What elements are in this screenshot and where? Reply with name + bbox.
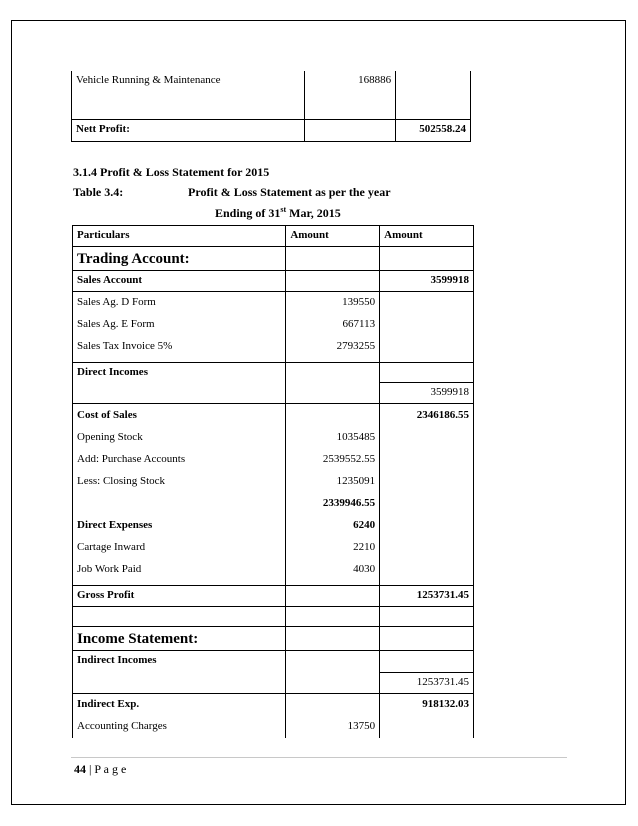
row-label: Vehicle Running & Maintenance <box>72 71 305 119</box>
cost-subtotal: 2339946.55 <box>322 497 376 509</box>
page-word: P a g e <box>94 762 127 776</box>
footer-separator: | <box>86 762 95 776</box>
table-row <box>72 119 471 141</box>
list-item: Job Work Paid <box>77 563 142 575</box>
empty-cell <box>73 607 286 627</box>
table-row <box>73 247 474 271</box>
empty-cell <box>286 247 380 271</box>
empty-cell <box>380 627 474 651</box>
spacer <box>290 409 375 431</box>
spacer <box>290 698 375 720</box>
empty-cell <box>380 247 474 271</box>
caption-superscript: st <box>280 205 287 214</box>
page-footer <box>74 762 126 777</box>
income-statement-heading: Income Statement: <box>73 627 286 651</box>
section-heading: 3.1.4 Profit & Loss Statement for 2015 <box>73 165 270 179</box>
nett-profit-label: Nett Profit: <box>72 119 305 141</box>
list-item: 1035485 <box>336 431 376 443</box>
table-row <box>73 651 474 673</box>
table-row <box>73 607 474 627</box>
table-row <box>73 271 474 292</box>
indirect-incomes-label: Indirect Incomes <box>73 651 286 694</box>
table-row <box>72 71 471 119</box>
sales-items-amounts <box>286 292 380 363</box>
table-row <box>73 363 474 383</box>
table-row <box>73 694 474 739</box>
direct-expenses-amount: 6240 <box>353 519 376 531</box>
list-item: 139550 <box>342 296 376 308</box>
list-item: 13750 <box>347 720 376 732</box>
empty-cell <box>286 627 380 651</box>
header-particulars: Particulars <box>73 226 286 247</box>
list-item: Opening Stock <box>77 431 143 443</box>
row-amount <box>305 119 396 141</box>
footer-divider <box>71 757 567 758</box>
direct-incomes-total: 3599918 <box>380 383 474 404</box>
list-item: Sales Tax Invoice 5% <box>77 340 173 352</box>
sales-account-total: 3599918 <box>380 271 474 292</box>
previous-table <box>71 71 471 142</box>
caption-suffix: Mar, 2015 <box>286 206 341 220</box>
sales-items-labels <box>73 292 286 363</box>
list-item: 2210 <box>353 541 376 553</box>
empty-cell <box>380 607 474 627</box>
direct-expenses-label: Direct Expenses <box>77 519 153 531</box>
table-caption-line2 <box>215 205 341 221</box>
empty-cell <box>286 271 380 292</box>
header-row <box>73 226 474 247</box>
header-amount: Amount <box>286 226 380 247</box>
empty-cell <box>380 363 474 383</box>
indirect-incomes-total: 1253731.45 <box>380 673 474 694</box>
list-item: Sales Ag. E Form <box>77 318 155 330</box>
table-row <box>73 586 474 607</box>
spacer <box>77 497 281 519</box>
sales-account-label: Sales Account <box>73 271 286 292</box>
indirect-exp-amounts <box>286 694 380 739</box>
indirect-exp-label: Indirect Exp. <box>77 698 140 710</box>
empty-cell <box>286 586 380 607</box>
cost-of-sales-total: 2346186.55 <box>380 404 474 586</box>
indirect-exp-labels <box>73 694 286 739</box>
empty-cell <box>380 651 474 673</box>
table-label: Table 3.4: <box>73 185 124 199</box>
empty-cell <box>286 651 380 694</box>
caption-prefix: Ending of 31 <box>215 206 281 220</box>
row-amount: 168886 <box>305 71 396 119</box>
nett-profit-value: 502558.24 <box>396 119 471 141</box>
indirect-exp-total: 918132.03 <box>380 694 474 739</box>
table-row <box>73 627 474 651</box>
empty-cell <box>380 292 474 363</box>
gross-profit-total: 1253731.45 <box>380 586 474 607</box>
row-amount <box>396 71 471 119</box>
cost-of-sales-label: Cost of Sales <box>77 409 137 421</box>
list-item: 2793255 <box>336 340 376 352</box>
list-item: Less: Closing Stock <box>77 475 166 487</box>
cost-section-amounts <box>286 404 380 586</box>
list-item: 4030 <box>353 563 376 575</box>
page-number: 44 <box>74 762 86 776</box>
trading-account-heading: Trading Account: <box>73 247 286 271</box>
cost-section-labels <box>73 404 286 586</box>
direct-incomes-label: Direct Incomes <box>73 363 286 404</box>
list-item: 2539552.55 <box>322 453 376 465</box>
profit-loss-table <box>72 225 474 738</box>
list-item: Add: Purchase Accounts <box>77 453 186 465</box>
table-row <box>73 292 474 363</box>
table-row <box>73 404 474 586</box>
list-item: 1235091 <box>336 475 376 487</box>
table-caption-line1: Profit & Loss Statement as per the year <box>188 185 391 199</box>
list-item: Accounting Charges <box>77 720 167 732</box>
list-item: Cartage Inward <box>77 541 146 553</box>
list-item: Sales Ag. D Form <box>77 296 156 308</box>
empty-cell <box>286 607 380 627</box>
list-item: 667113 <box>342 318 376 330</box>
gross-profit-label: Gross Profit <box>73 586 286 607</box>
empty-cell <box>286 363 380 404</box>
header-amount: Amount <box>380 226 474 247</box>
